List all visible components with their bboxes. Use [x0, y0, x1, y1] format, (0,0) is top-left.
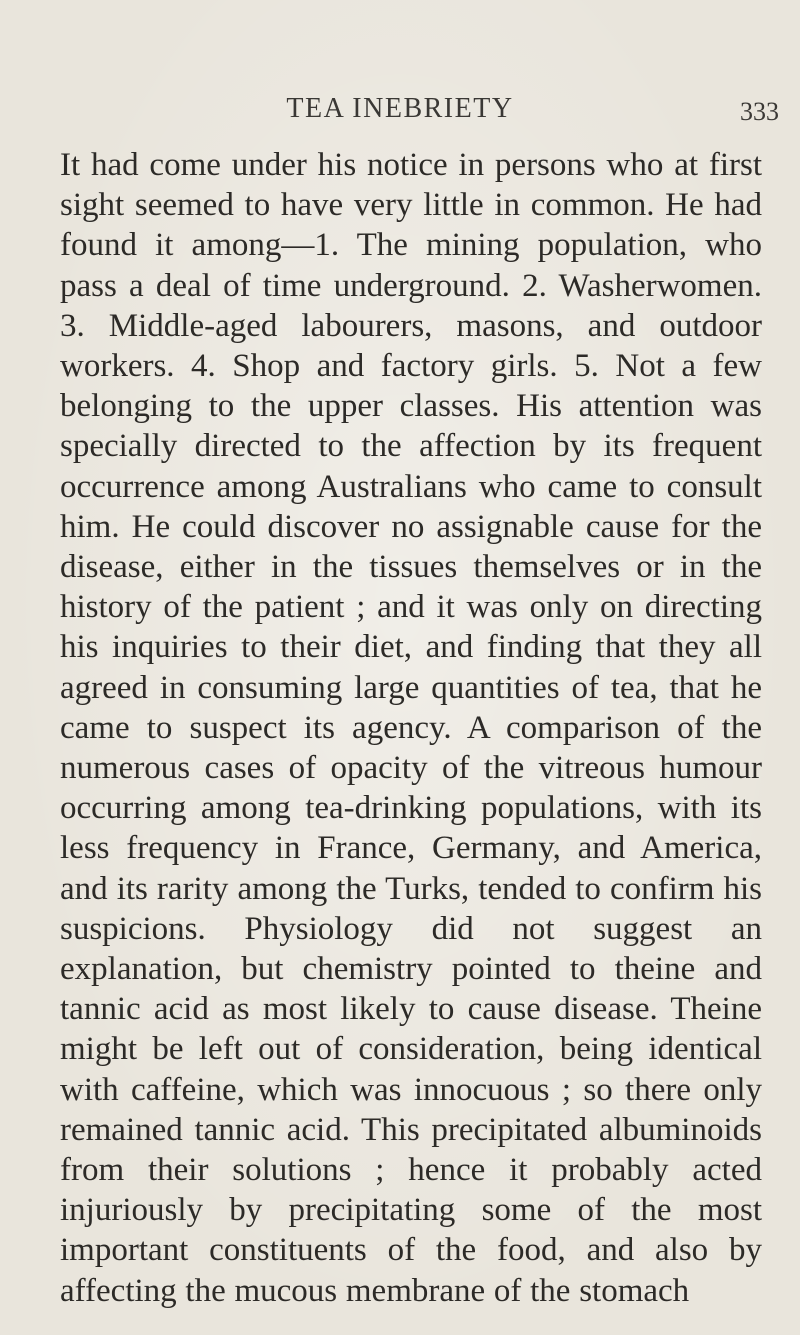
running-title: TEA INEBRIETY [286, 93, 514, 124]
page-number: 333 [740, 97, 779, 126]
body-paragraph: It had come under his notice in persons who at first sight seemed to have very little in common. He had found it among—1. The mining population, who pass a deal of time underground. 2. Washerwomen. 3. Middle-aged labourers, masons, and outdoor workers. 4. Shop and factory girls. 5. Not a few belonging to the upper classes. His attention was specially directed to the affection by its frequent occurrence among Australians who came to consult him. He could discover no assignable cause for the disease, either in the tissues themselves or in the history of the patient ; and it was only on directing his inquiries to their diet, and finding that they all agreed in consuming large quantities of tea, that he came to suspect its agency. A comparison of the numerous cases of opacity of the vitreous humour occurring among tea-drinking populations, with its less frequency in France, Germany, and America, and its rarity among the Turks, tended to confirm his suspicions. Physiology did not suggest an explanation, but chemistry pointed to theine and tannic acid as most likely to cause disease. Theine might be left out of consideration, being identical with caffeine, which was innocuous ; so there only remained tannic acid. This precipitated albuminoids from their solutions ; hence it probably acted injuriously by precipitating some of the most important constituents of the food, and also by affecting the mucous membrane of the stomach [60, 147, 762, 1309]
